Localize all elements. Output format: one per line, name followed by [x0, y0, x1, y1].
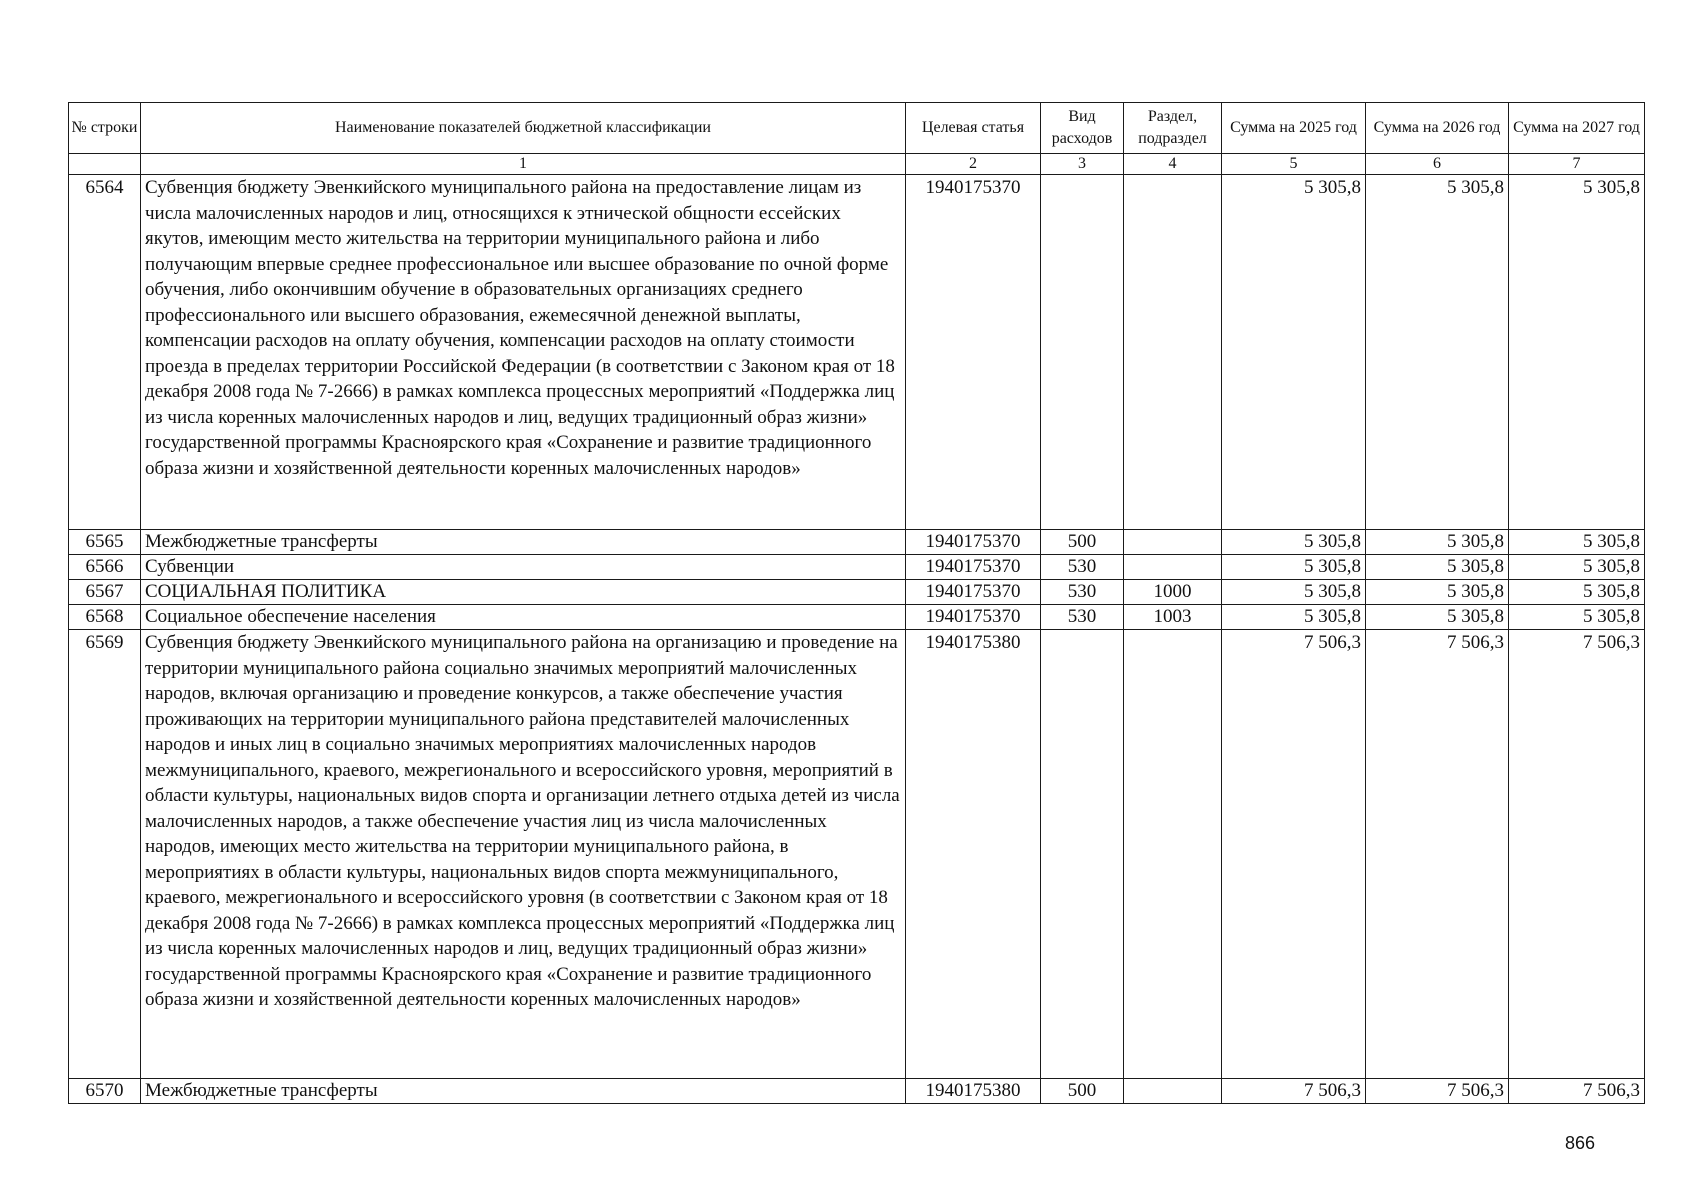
- row-sum-2026: 5 305,8: [1366, 580, 1509, 605]
- row-name: СОЦИАЛЬНАЯ ПОЛИТИКА: [141, 580, 906, 605]
- table-row: [69, 175, 1645, 530]
- table-row: [69, 1079, 1645, 1104]
- column-number: 5: [1222, 154, 1366, 175]
- row-sum-2026: 5 305,8: [1366, 175, 1509, 530]
- column-number: 7: [1509, 154, 1645, 175]
- table-row: [69, 580, 1645, 605]
- header-expense-type: Вид расходов: [1041, 103, 1124, 154]
- header-name: Наименование показателей бюджетной классификации: [141, 103, 906, 154]
- row-expense-type: 530: [1041, 605, 1124, 630]
- row-section: [1124, 630, 1222, 1079]
- row-number: 6567: [69, 580, 141, 605]
- row-target: 1940175370: [906, 555, 1041, 580]
- row-number: 6569: [69, 630, 141, 1079]
- row-sum-2025: 5 305,8: [1222, 175, 1366, 530]
- row-expense-type: [1041, 175, 1124, 530]
- row-section: [1124, 1079, 1222, 1104]
- row-sum-2025: 5 305,8: [1222, 605, 1366, 630]
- row-number: 6570: [69, 1079, 141, 1104]
- row-section: 1003: [1124, 605, 1222, 630]
- row-section: [1124, 530, 1222, 555]
- row-sum-2026: 5 305,8: [1366, 605, 1509, 630]
- row-sum-2025: 5 305,8: [1222, 580, 1366, 605]
- budget-table: [68, 102, 1645, 1104]
- row-name: Субвенции: [141, 555, 906, 580]
- row-section: [1124, 175, 1222, 530]
- row-target: 1940175370: [906, 580, 1041, 605]
- row-expense-type: 500: [1041, 1079, 1124, 1104]
- header-sum-2025: Сумма на 2025 год: [1222, 103, 1366, 154]
- table-row: [69, 605, 1645, 630]
- column-number: 6: [1366, 154, 1509, 175]
- row-expense-type: 530: [1041, 580, 1124, 605]
- column-number-empty: [69, 154, 141, 175]
- row-number: 6568: [69, 605, 141, 630]
- row-name: Субвенция бюджету Эвенкийского муниципального района на предоставление лицам из числа малочисленных народов и лиц, относящихся к этнической общности ессейских якутов, имеющим место жительства на территории муниципального района и либо получающим впервые среднее профессиональное или высшее образование по очной форме обучения, либо окончившим обучение в образовательных организациях среднего профессионального или высшего образования, ежемесячной денежной выплаты, компенсации расходов на оплату обучения, компенсации расходов на оплату стоимости проезда в пределах территории Российской Федерации (в соответствии с Законом края от 18 декабря 2008 года № 7-2666) в рамках комплекса процессных мероприятий «Поддержка лиц из числа коренных малочисленных народов и лиц, ведущих традиционный образ жизни» государственной программы Красноярского края «Сохранение и развитие традиционного образа жизни и хозяйственной деятельности коренных малочисленных народов»: [141, 175, 906, 530]
- row-sum-2027: 5 305,8: [1509, 175, 1645, 530]
- row-sum-2027: 5 305,8: [1509, 605, 1645, 630]
- row-expense-type: 530: [1041, 555, 1124, 580]
- column-number: 2: [906, 154, 1041, 175]
- row-expense-type: 500: [1041, 530, 1124, 555]
- row-number: 6565: [69, 530, 141, 555]
- column-numbers-row: [69, 154, 1645, 175]
- row-expense-type: [1041, 630, 1124, 1079]
- row-sum-2026: 5 305,8: [1366, 530, 1509, 555]
- header-sum-2027: Сумма на 2027 год: [1509, 103, 1645, 154]
- row-target: 1940175380: [906, 630, 1041, 1079]
- row-target: 1940175380: [906, 1079, 1041, 1104]
- row-sum-2027: 5 305,8: [1509, 530, 1645, 555]
- row-name: Социальное обеспечение населения: [141, 605, 906, 630]
- row-sum-2025: 7 506,3: [1222, 630, 1366, 1079]
- column-number: 3: [1041, 154, 1124, 175]
- header-sum-2026: Сумма на 2026 год: [1366, 103, 1509, 154]
- row-name: Межбюджетные трансферты: [141, 530, 906, 555]
- row-sum-2026: 7 506,3: [1366, 630, 1509, 1079]
- row-sum-2027: 7 506,3: [1509, 630, 1645, 1079]
- row-sum-2025: 5 305,8: [1222, 530, 1366, 555]
- column-number: 1: [141, 154, 906, 175]
- table-row: [69, 530, 1645, 555]
- row-name: Субвенция бюджету Эвенкийского муниципального района на организацию и проведение на территории муниципального района социально значимых мероприятий малочисленных народов, включая организацию и проведение конкурсов, а также обеспечение участия проживающих на территории муниципального района представителей малочисленных народов и иных лиц в социально значимых мероприятиях малочисленных народов межмуниципального, краевого, межрегионального и всероссийского уровня, мероприятий в области культуры, национальных видов спорта и организации летнего отдыха детей из числа малочисленных народов, а также обеспечение участия лиц из числа малочисленных народов, имеющих место жительства на территории муниципального района, в мероприятиях в области культуры, национальных видов спорта межмуниципального, краевого, межрегионального и всероссийского уровня (в соответствии с Законом края от 18 декабря 2008 года № 7-2666) в рамках комплекса процессных мероприятий «Поддержка лиц из числа коренных малочисленных народов и лиц, ведущих традиционный образ жизни» государственной программы Красноярского края «Сохранение и развитие традиционного образа жизни и хозяйственной деятельности коренных малочисленных народов»: [141, 630, 906, 1079]
- row-section: [1124, 555, 1222, 580]
- row-name: Межбюджетные трансферты: [141, 1079, 906, 1104]
- row-target: 1940175370: [906, 175, 1041, 530]
- header-target: Целевая статья: [906, 103, 1041, 154]
- row-sum-2026: 5 305,8: [1366, 555, 1509, 580]
- row-number: 6566: [69, 555, 141, 580]
- table-header-row: [69, 103, 1645, 154]
- table-row: [69, 630, 1645, 1079]
- row-target: 1940175370: [906, 530, 1041, 555]
- row-sum-2025: 7 506,3: [1222, 1079, 1366, 1104]
- header-row-no: № строки: [69, 103, 141, 154]
- table-row: [69, 555, 1645, 580]
- row-target: 1940175370: [906, 605, 1041, 630]
- header-section: Раздел, подраздел: [1124, 103, 1222, 154]
- row-number: 6564: [69, 175, 141, 530]
- row-sum-2026: 7 506,3: [1366, 1079, 1509, 1104]
- column-number: 4: [1124, 154, 1222, 175]
- row-sum-2027: 7 506,3: [1509, 1079, 1645, 1104]
- row-sum-2027: 5 305,8: [1509, 555, 1645, 580]
- row-sum-2027: 5 305,8: [1509, 580, 1645, 605]
- row-section: 1000: [1124, 580, 1222, 605]
- page-number: 866: [1565, 1133, 1596, 1153]
- row-sum-2025: 5 305,8: [1222, 555, 1366, 580]
